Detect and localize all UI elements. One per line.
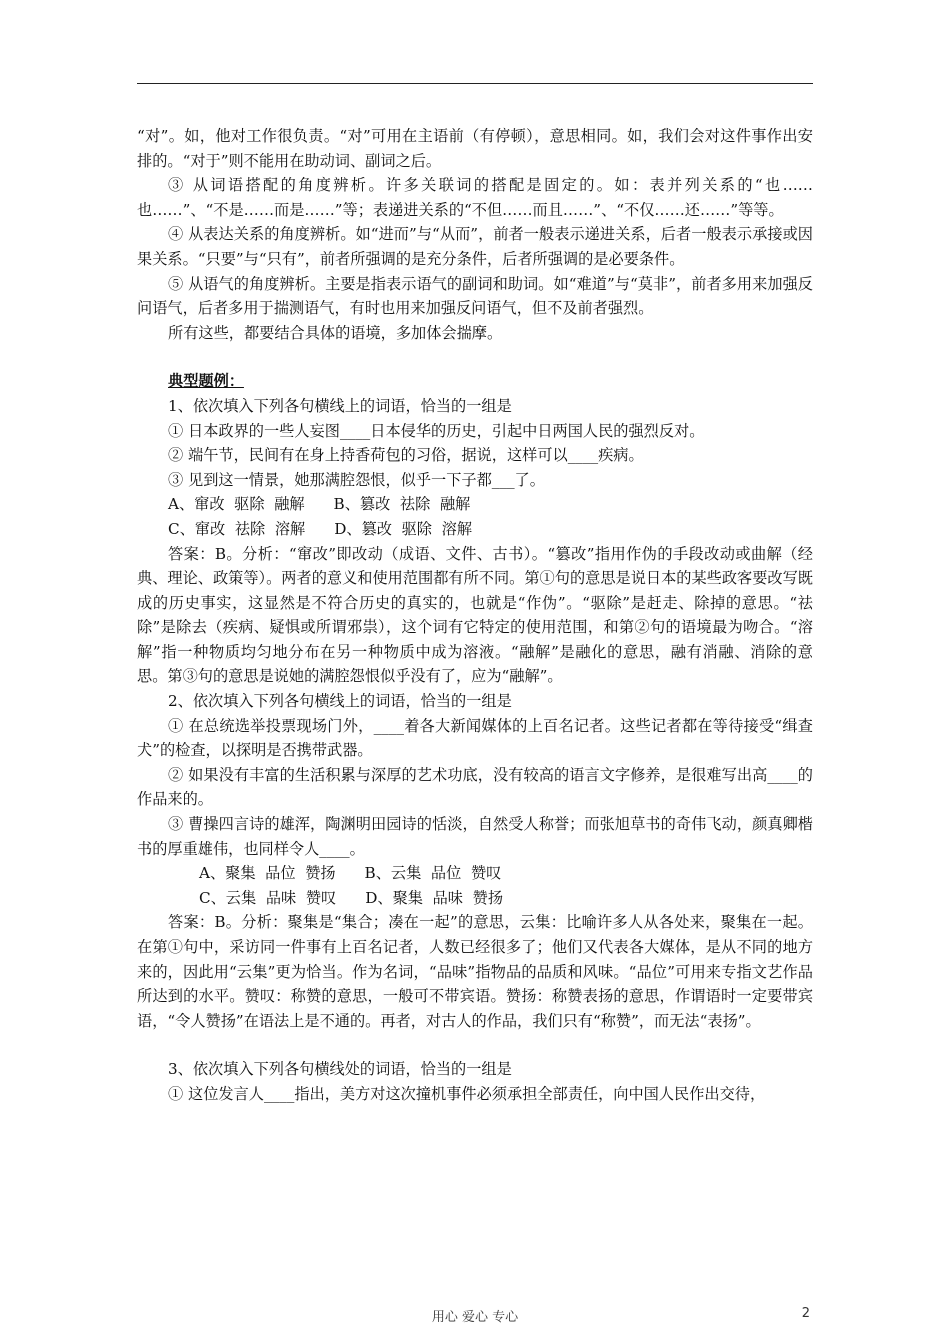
question-2-options-ab: A、聚集 品位 赞扬 B、云集 品位 赞叹 (199, 864, 502, 883)
paragraph: ③ 从词语搭配的角度辨析。许多关联词的搭配是固定的。如：表并列关系的“也……也……”、“不是……而是……”等；表递进关系的“不但……而且……”、“不仅……还……”等等。 (137, 176, 813, 219)
question-1-options-ab: A、窜改 驱除 融解 B、篡改 祛除 融解 (168, 495, 471, 514)
question-2-sentence-3: ③ 曹操四言诗的雄浑，陶渊明田园诗的恬淡，自然受人称誉；而张旭草书的奇伟飞动，颜真卿楷书的厚重雄伟，也同样令人____。 (137, 815, 813, 858)
section-heading-text: 典型题例： (168, 372, 244, 391)
paragraph: 所有这些，都要结合具体的语境，多加体会揣摩。 (168, 323, 503, 342)
question-2-sentence-1: ① 在总统选举投票现场门外，____着各大新闻媒体的上百名记者。这些记者都在等待接受“缉查犬”的检查，以探明是否携带武器。 (137, 716, 813, 760)
question-2-answer: 答案：B。分析：聚集是“集合；凑在一起”的意思，云集：比喻许多人从各处来，聚集在一起。在第①句中，采访同一件事有上百名记者，人数已经很多了；他们又代表各大媒体，是从不同的地方来的，因此用“云集”更为恰当。作为名词，“品味”指物品的品质和风味。“品位”可用来专指文艺作品所达到的水平。赞叹：称赞的意思，一般可不带宾语。赞扬：称赞表扬的意思，作谓语时一定要带宾语，“令人赞扬”在语法上是不通的。再者，对古人的作品，我们只有“称赞”，而无法“表扬”。 (137, 913, 813, 1030)
footer-motto: 用心 爱心 专心 (431, 1310, 519, 1325)
question-3: 3、依次填入下列各句横线处的词语，恰当的一组是 (168, 1060, 512, 1079)
question-2-sentence-2: ② 如果没有丰富的生活积累与深厚的艺术功底，没有较高的语言文字修养，是很难写出高____的作品来的。 (137, 765, 813, 809)
question-1-options-cd: C、窜改 祛除 溶解 D、篡改 驱除 溶解 (168, 519, 473, 538)
document-body (137, 124, 813, 1107)
header-rule (137, 83, 813, 84)
paragraph: “对”。如，他对工作很负责。“对”可用在主语前（有停顿），意思相同。如，我们会对这件事作出安排的。“对于”则不能用在助动词、副词之后。 (137, 127, 813, 170)
question-1-sentence-3: ③ 见到这一情景，她那满腔怨恨，似乎一下子都___了。 (168, 470, 545, 489)
question-3-sentence-1: ① 这位发言人____指出，美方对这次撞机事件必须承担全部责任，向中国人民作出交待， (168, 1084, 766, 1103)
paragraph: ⑤ 从语气的角度辨析。主要是指表示语气的副词和助词。如“难道”与“莫非”，前者多用来加强反问语气，后者多用于揣测语气，有时也用来加强反问语气，但不及前者强烈。 (137, 274, 813, 318)
question-1: 1、依次填入下列各句横线上的词语，恰当的一组是 (168, 396, 512, 415)
question-2: 2、依次填入下列各句横线上的词语，恰当的一组是 (168, 692, 512, 711)
section-heading (137, 369, 813, 394)
paragraph: ④ 从表达关系的角度辨析。如“进而”与“从而”，前者一般表示递进关系，后者一般表示承接或因果关系。“只要”与“只有”，前者所强调的是充分条件，后者所强调的是必要条件。 (137, 225, 813, 268)
page-number: 2 (801, 1306, 810, 1321)
question-1-answer: 答案：B。分析：“窜改”即改动（成语、文件、古书）。“篡改”指用作伪的手段改动或曲解（经典、理论、政策等）。两者的意义和使用范围都有所不同。第①句的意思是说日本的某些政客要改写既成的历史事实，这显然是不符合历史的真实的，也就是“作伪”。“驱除”是赶走、除掉的意思。“祛除”是除去（疾病、疑惧或所谓邪祟），这个词有它特定的使用范围，和第②句的语境最为吻合。“溶解”指一种物质均匀地分布在另一种物质中成为溶液。“融解”是融化的意思，融有消融、消除的意思。第③句的意思是说她的满腔怨恨似乎没有了，应为“融解”。 (137, 544, 813, 686)
question-1-sentence-1: ① 日本政界的一些人妄图____日本侵华的历史，引起中日两国人民的强烈反对。 (168, 421, 705, 440)
question-2-options-cd: C、云集 品味 赞叹 D、聚集 品味 赞扬 (199, 888, 504, 907)
question-1-sentence-2: ② 端午节，民间有在身上持香荷包的习俗，据说，这样可以____疾病。 (168, 446, 644, 465)
